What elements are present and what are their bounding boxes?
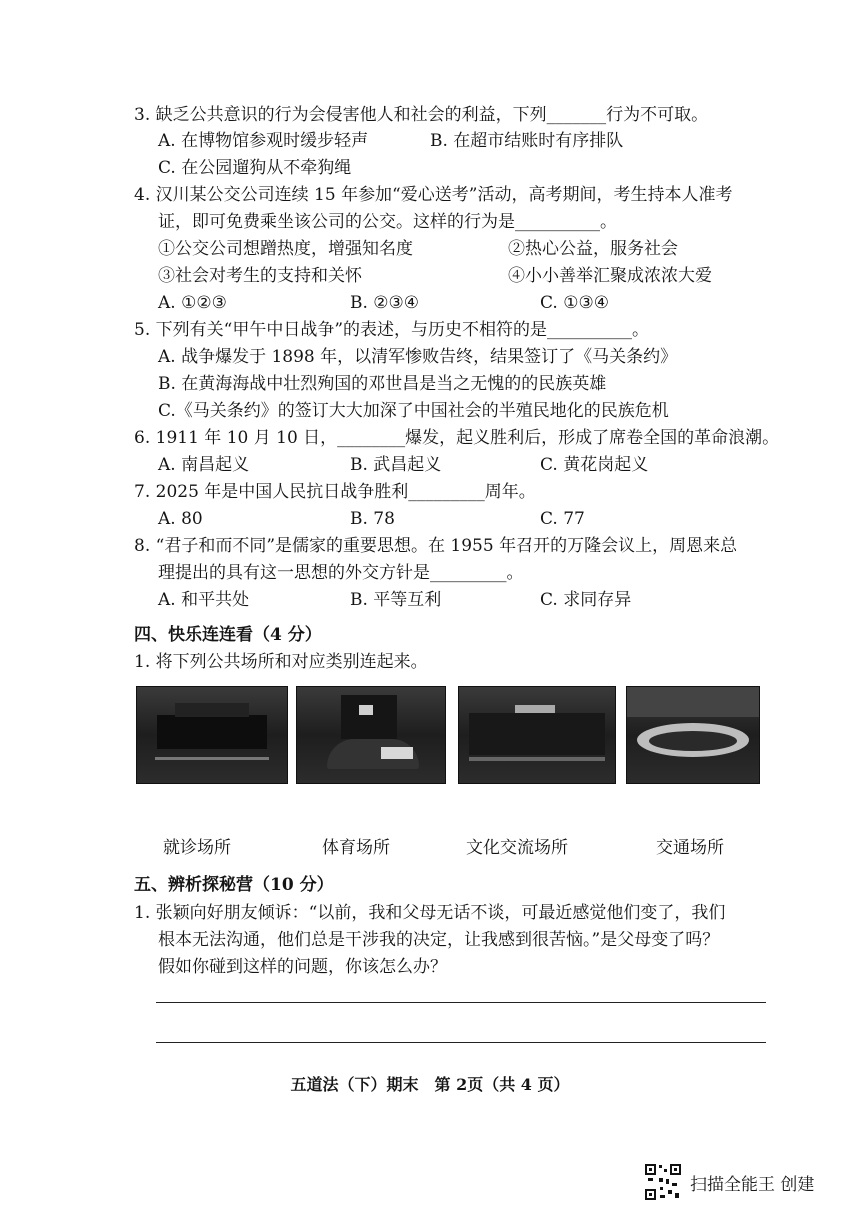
category-medical: 就诊场所 (163, 838, 231, 858)
q4-option-a: A. ①②③ (158, 293, 227, 313)
q4-option-b: B. ②③④ (350, 293, 420, 313)
q4-stem-line2: 证，即可免费乘坐该公司的公交。这样的行为是__________。 (158, 212, 617, 232)
section5-title: 五、辨析探秘营（10 分） (134, 875, 334, 895)
q8-option-a: A. 和平共处 (158, 590, 250, 610)
answer-line-1[interactable] (156, 1002, 766, 1003)
category-transport: 交通场所 (656, 838, 724, 858)
section5-q1-line1: 1. 张颖向好朋友倾诉：“以前，我和父母无话不谈，可最近感觉他们变了，我们 (134, 903, 726, 923)
q4-item-4: ④小小善举汇聚成浓浓大爱 (508, 266, 712, 286)
q6-option-b: B. 武昌起义 (350, 455, 442, 475)
stadium-photo (626, 686, 760, 784)
q8-option-c: C. 求同存异 (540, 590, 632, 610)
q4-item-3: ③社会对考生的支持和关怀 (158, 266, 362, 286)
category-culture: 文化交流场所 (466, 838, 568, 858)
station-photo (458, 686, 616, 784)
hospital-photo (296, 686, 446, 784)
q6-option-a: A. 南昌起义 (158, 455, 250, 475)
q5-stem: 5. 下列有关“甲午中日战争”的表述，与历史不相符的是__________。 (134, 320, 650, 340)
page-footer: 五道法（下）期末 第 2页（共 4 页） (290, 1075, 570, 1094)
q8-stem-line2: 理提出的具有这一思想的外交方针是_________。 (158, 563, 524, 583)
q3-option-b: B. 在超市结账时有序排队 (430, 131, 624, 151)
q6-stem: 6. 1911 年 10 月 10 日，________爆发，起义胜利后，形成了席卷全国的革命浪潮。 (134, 428, 780, 448)
q3-stem: 3. 缺乏公共意识的行为会侵害他人和社会的利益，下列_______行为不可取。 (134, 105, 709, 125)
q7-option-c: C. 77 (540, 509, 585, 529)
q4-item-2: ②热心公益，服务社会 (508, 239, 678, 259)
q5-option-a: A. 战争爆发于 1898 年，以清军惨败告终，结果签订了《马关条约》 (158, 347, 678, 367)
section5-q1-line2: 根本无法沟通，他们总是干涉我的决定，让我感到很苦恼。”是父母变了吗？ (158, 930, 720, 950)
answer-line-2[interactable] (156, 1042, 766, 1043)
q3-option-a: A. 在博物馆参观时缓步轻声 (158, 131, 369, 151)
q7-option-b: B. 78 (350, 509, 395, 529)
museum-photo (136, 686, 288, 784)
section5-q1-line3: 假如你碰到这样的问题，你该怎么办？ (158, 957, 447, 977)
q4-stem-line1: 4. 汉川某公交公司连续 15 年参加“爱心送考”活动，高考期间，考生持本人准考 (134, 185, 733, 205)
q5-option-c: C.《马关条约》的签订大大加深了中国社会的半殖民地化的民族危机 (158, 401, 669, 421)
q4-option-c: C. ①③④ (540, 293, 609, 313)
scanner-watermark: 扫描全能王 创建 (690, 1175, 815, 1195)
category-sports: 体育场所 (322, 838, 390, 858)
section4-q1: 1. 将下列公共场所和对应类别连起来。 (134, 652, 428, 672)
q3-option-c: C. 在公园遛狗从不牵狗绳 (158, 158, 352, 178)
q6-option-c: C. 黄花岗起义 (540, 455, 649, 475)
qr-code-icon (644, 1163, 682, 1201)
section4-title: 四、快乐连连看（4 分） (134, 625, 322, 645)
q7-stem: 7. 2025 年是中国人民抗日战争胜利_________周年。 (134, 482, 536, 502)
q8-option-b: B. 平等互利 (350, 590, 442, 610)
q5-option-b: B. 在黄海海战中壮烈殉国的邓世昌是当之无愧的的民族英雄 (158, 374, 607, 394)
q8-stem-line1: 8. “君子和而不同”是儒家的重要思想。在 1955 年召开的万隆会议上，周恩来总 (134, 536, 738, 556)
q4-item-1: ①公交公司想蹭热度，增强知名度 (158, 239, 413, 259)
q7-option-a: A. 80 (158, 509, 203, 529)
